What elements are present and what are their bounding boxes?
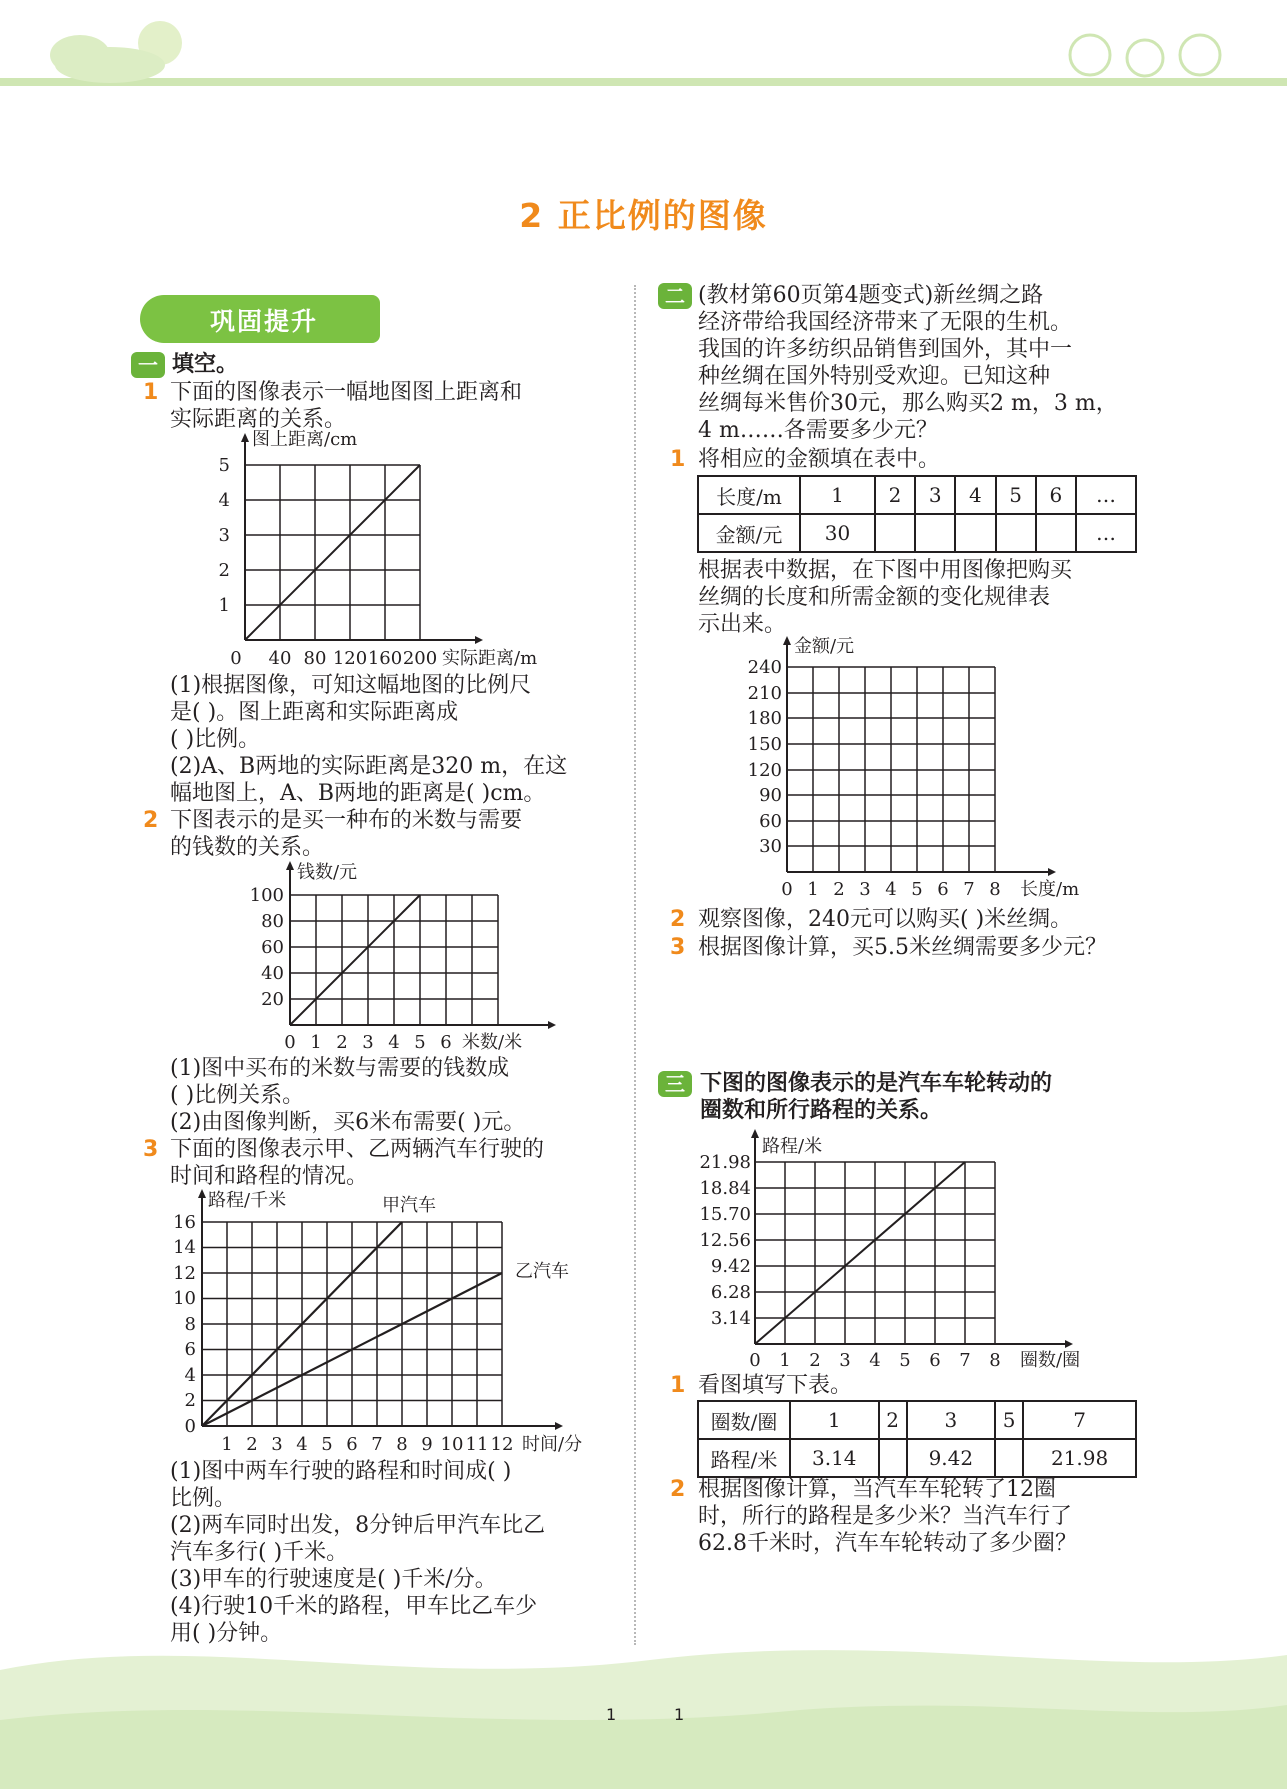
p2-ytick: 90 xyxy=(759,785,782,806)
q3-chart xyxy=(160,1188,620,1458)
table-cell: 圈数/圈 xyxy=(698,1401,790,1439)
q2-xlabel: 米数/米 xyxy=(462,1032,523,1053)
q2-xtick: 0 xyxy=(284,1032,296,1053)
q1-xlabel: 实际距离/m xyxy=(442,648,538,669)
part3-intro xyxy=(700,1070,1052,1124)
table-cell xyxy=(915,514,955,552)
q1-xtick: 120 xyxy=(332,648,368,669)
part3-line: 下图的图像表示的是汽车车轮转动的 xyxy=(700,1071,1053,1096)
q2-ylabel: 钱数/元 xyxy=(297,862,358,883)
q3-xtick: 4 xyxy=(296,1434,308,1455)
q1-x-arrow xyxy=(475,636,483,644)
p3-ytick: 18.84 xyxy=(699,1178,751,1199)
page-number-left: 1 xyxy=(606,1705,617,1724)
p2-xtick: 4 xyxy=(885,879,897,900)
q2-ytick: 80 xyxy=(261,911,284,932)
p2-ytick: 60 xyxy=(759,811,782,832)
part3-badge: 三 xyxy=(658,1071,692,1097)
p2-xtick: 1 xyxy=(807,879,819,900)
p2-x-arrow xyxy=(1048,868,1056,876)
p2-xtick: 0 xyxy=(781,879,793,900)
p2-q3-number: 3 xyxy=(670,935,686,960)
q1-text xyxy=(170,379,522,433)
q2-sub-line: (1)图中买布的米数与需要的钱数成 xyxy=(170,1056,510,1081)
p3-x-arrow xyxy=(1065,1340,1073,1348)
q3-xtick: 6 xyxy=(346,1434,358,1455)
p3-q2-line: 62.8千米时，汽车车轮转动了多少圈？ xyxy=(698,1531,1077,1556)
p3-xtick: 7 xyxy=(959,1350,971,1370)
table-cell xyxy=(1036,514,1076,552)
q1-xtick: 0 xyxy=(230,648,242,669)
p3-q1-text: 看图填写下表。 xyxy=(698,1373,853,1398)
p2-chart xyxy=(730,635,1110,905)
part2-badge: 二 xyxy=(658,283,692,309)
part1-heading: 填空。 xyxy=(172,352,239,377)
part2-line: (教材第60页第4题变式)新丝绸之路 xyxy=(698,283,1044,308)
q3-sub-line: (4)行驶10千米的路程，甲车比乙车少 xyxy=(170,1594,538,1619)
q3-number: 3 xyxy=(143,1137,159,1162)
p3-gridlines xyxy=(755,1162,995,1344)
p2-ytick: 150 xyxy=(747,734,782,755)
p3-xtick: 3 xyxy=(839,1350,851,1370)
q3-sub-line: (2)两车同时出发，8分钟后甲汽车比乙 xyxy=(170,1513,546,1538)
p2-q2-text: 观察图像，240元可以购买( )米丝绸。 xyxy=(698,907,1073,932)
p3-ytick: 21.98 xyxy=(699,1152,751,1173)
p2-after-line: 根据表中数据，在下图中用图像把购买 xyxy=(698,558,1073,583)
p3-ytick: 15.70 xyxy=(699,1204,751,1225)
p2-gridlines xyxy=(787,667,995,872)
table-cell: 1 xyxy=(800,476,875,514)
q1-line: 下面的图像表示一幅地图图上距离和 xyxy=(170,380,523,405)
q3-label-b: 乙汽车 xyxy=(515,1261,569,1282)
q1-y-arrow xyxy=(241,433,249,442)
q3-ytick: 12 xyxy=(173,1263,196,1284)
p2-xtick: 6 xyxy=(937,879,949,900)
table-cell: 2 xyxy=(875,476,915,514)
q2-xtick: 5 xyxy=(414,1032,426,1053)
table-cell xyxy=(875,514,915,552)
table-cell: 5 xyxy=(996,476,1036,514)
p3-y-arrow xyxy=(751,1129,759,1138)
p3-ytick: 9.42 xyxy=(710,1256,751,1277)
q1-sub-line: 是( )。图上距离和实际距离成 xyxy=(170,700,459,725)
p2-ytick: 180 xyxy=(747,708,782,729)
q2-y-arrow xyxy=(286,861,294,870)
part1-badge: 一 xyxy=(131,352,165,378)
q2-x-arrow xyxy=(548,1021,556,1029)
animal-decoration xyxy=(1060,20,1260,80)
p2-after-line: 丝绸的长度和所需金额的变化规律表 xyxy=(698,585,1051,610)
table-cell xyxy=(996,514,1036,552)
p2-xtick: 5 xyxy=(911,879,923,900)
table-cell: … xyxy=(1076,514,1136,552)
q2-ytick: 40 xyxy=(261,963,284,984)
q3-ytick: 14 xyxy=(173,1237,196,1258)
q2-ytick: 20 xyxy=(261,989,284,1010)
q1-ytick: 2 xyxy=(218,560,230,581)
p2-q2-number: 2 xyxy=(670,907,686,932)
table-cell: 金额/元 xyxy=(698,514,800,552)
p2-ytick: 30 xyxy=(759,836,782,857)
q3-sub-line: (3)甲车的行驶速度是( )千米/分。 xyxy=(170,1567,497,1592)
q3-sub-line: 汽车多行( )千米。 xyxy=(170,1540,349,1565)
p3-xtick: 1 xyxy=(779,1350,791,1370)
q3-ytick: 10 xyxy=(173,1288,196,1309)
q3-label-a: 甲汽车 xyxy=(382,1195,436,1216)
p2-ytick: 240 xyxy=(747,657,782,678)
p3-xtick: 5 xyxy=(899,1350,911,1370)
q2-xtick: 2 xyxy=(336,1032,348,1053)
q2-xtick: 4 xyxy=(388,1032,400,1053)
rotation-table xyxy=(697,1400,1137,1478)
q2-ytick: 60 xyxy=(261,937,284,958)
q1-chart xyxy=(200,430,590,670)
table-cell xyxy=(879,1439,907,1477)
q3-xtick: 9 xyxy=(421,1434,433,1455)
p3-chart xyxy=(685,1128,1105,1370)
q3-x-arrow xyxy=(555,1422,563,1430)
q2-series-line xyxy=(290,895,420,1025)
table-row xyxy=(698,1401,1136,1439)
q3-xlabel: 时间/分 xyxy=(522,1434,583,1455)
price-table xyxy=(697,475,1137,553)
table-row xyxy=(698,514,1136,552)
q3-xtick: 11 xyxy=(465,1434,489,1455)
p2-ytick: 120 xyxy=(747,760,782,781)
p2-xlabel: 长度/m xyxy=(1020,879,1080,900)
q1-ytick: 4 xyxy=(218,490,230,511)
p2-xtick: 2 xyxy=(833,879,845,900)
q3-ytick: 2 xyxy=(184,1390,196,1411)
q1-ytick: 1 xyxy=(218,595,230,616)
q3-sub-line: (1)图中两车行驶的路程和时间成( ) xyxy=(170,1459,512,1484)
q1-xtick: 200 xyxy=(402,648,438,669)
q1-line: 实际距离的关系。 xyxy=(170,407,347,432)
p2-xtick: 8 xyxy=(989,879,1001,900)
page-number-right: 1 xyxy=(674,1705,685,1724)
q3-xtick: 12 xyxy=(490,1434,514,1455)
p3-q2-number: 2 xyxy=(670,1477,686,1502)
q2-subquestions xyxy=(170,1055,525,1136)
p2-xtick: 7 xyxy=(963,879,975,900)
q3-line: 下面的图像表示甲、乙两辆汽车行驶的 xyxy=(170,1137,545,1162)
part2-line: 经济带给我国经济带来了无限的生机。 xyxy=(698,310,1073,335)
table-cell xyxy=(995,1439,1023,1477)
part3-line: 圈数和所行路程的关系。 xyxy=(700,1098,943,1123)
p3-xtick: 6 xyxy=(929,1350,941,1370)
p2-ylabel: 金额/元 xyxy=(794,636,855,657)
q1-subquestions xyxy=(170,672,567,807)
q3-ytick: 16 xyxy=(173,1212,196,1233)
sun-cloud-decoration xyxy=(20,5,210,85)
table-cell: 21.98 xyxy=(1023,1439,1136,1477)
table-cell: 4 xyxy=(955,476,995,514)
p3-q2-text xyxy=(698,1476,1077,1557)
table-cell: 3 xyxy=(915,476,955,514)
table-cell: 6 xyxy=(1036,476,1076,514)
q3-ytick: 0 xyxy=(184,1416,196,1437)
q3-xtick: 7 xyxy=(371,1434,383,1455)
part2-line: 我国的许多纺织品销售到国外，其中一 xyxy=(698,337,1073,362)
table-row xyxy=(698,476,1136,514)
q2-chart xyxy=(230,860,560,1055)
q3-sub-line: 用( )分钟。 xyxy=(170,1621,283,1646)
p3-ytick: 6.28 xyxy=(710,1282,751,1303)
part2-line: 种丝绸在国外特别受欢迎。已知这种 xyxy=(698,364,1051,389)
q3-xtick: 2 xyxy=(246,1434,258,1455)
q2-xtick: 3 xyxy=(362,1032,374,1053)
q2-number: 2 xyxy=(143,808,159,833)
q3-gridlines xyxy=(202,1222,502,1426)
q3-xtick: 8 xyxy=(396,1434,408,1455)
q3-xtick: 10 xyxy=(440,1434,464,1455)
q2-gridlines xyxy=(290,895,498,1025)
p3-q2-line: 根据图像计算，当汽车车轮转了12圈 xyxy=(698,1477,1056,1502)
p2-ytick: 210 xyxy=(747,683,782,704)
part2-line: 4 m……各需要多少元？ xyxy=(698,418,938,443)
q3-sub-line: 比例。 xyxy=(170,1486,237,1511)
p3-xtick: 2 xyxy=(809,1350,821,1370)
q3-xtick: 1 xyxy=(221,1434,233,1455)
q1-ytick: 3 xyxy=(218,525,230,546)
table-cell: 3.14 xyxy=(790,1439,879,1477)
q1-xtick: 160 xyxy=(367,648,403,669)
p2-q1-text: 将相应的金额填在表中。 xyxy=(698,447,941,472)
p3-series-line xyxy=(755,1162,965,1344)
q1-sub-line: 幅地图上，A、B两地的距离是( )cm。 xyxy=(170,781,546,806)
p3-xtick: 0 xyxy=(749,1350,761,1370)
p3-ytick: 12.56 xyxy=(699,1230,751,1251)
q2-line: 下图表示的是买一种布的米数与需要 xyxy=(170,808,523,833)
q1-sub-line: ( )比例。 xyxy=(170,727,261,752)
table-cell: 1 xyxy=(790,1401,879,1439)
p2-after-line: 示出来。 xyxy=(698,612,787,637)
q3-ytick: 8 xyxy=(184,1314,196,1335)
q3-ylabel: 路程/千米 xyxy=(208,1190,287,1211)
p2-xtick: 3 xyxy=(859,879,871,900)
section-banner-label: 巩固提升 xyxy=(210,307,319,336)
q2-xtick: 6 xyxy=(440,1032,452,1053)
q1-number: 1 xyxy=(143,380,159,405)
table-cell: 路程/米 xyxy=(698,1439,790,1477)
q1-xtick: 40 xyxy=(268,648,292,669)
q3-y-arrow xyxy=(198,1189,206,1198)
q2-sub-line: (2)由图像判断，买6米布需要( )元。 xyxy=(170,1110,526,1135)
q3-ytick: 6 xyxy=(184,1339,196,1360)
p2-q1-after xyxy=(698,557,1072,638)
table-row xyxy=(698,1439,1136,1477)
q3-xtick: 3 xyxy=(271,1434,283,1455)
q1-series-line xyxy=(245,465,420,640)
part2-line: 丝绸每米售价30元，那么购买2 m，3 m， xyxy=(698,391,1118,416)
q1-ylabel: 图上距离/cm xyxy=(252,430,358,450)
table-cell: 3 xyxy=(907,1401,996,1439)
table-cell: 30 xyxy=(800,514,875,552)
table-cell: 9.42 xyxy=(907,1439,996,1477)
q3-xtick: 5 xyxy=(321,1434,333,1455)
q2-xtick: 1 xyxy=(310,1032,322,1053)
table-cell xyxy=(955,514,995,552)
q2-text xyxy=(170,807,522,861)
part2-intro xyxy=(698,282,1118,444)
q1-xtick: 80 xyxy=(303,648,327,669)
table-cell: 5 xyxy=(995,1401,1023,1439)
p2-q1-number: 1 xyxy=(670,447,686,472)
q2-ytick: 100 xyxy=(249,885,284,906)
p2-y-arrow xyxy=(783,636,791,645)
table-cell: 长度/m xyxy=(698,476,800,514)
table-cell: … xyxy=(1076,476,1136,514)
p3-xtick: 8 xyxy=(989,1350,1001,1370)
q1-sub-line: (1)根据图像，可知这幅地图的比例尺 xyxy=(170,673,532,698)
p3-ytick: 3.14 xyxy=(710,1308,751,1329)
q1-sub-line: (2)A、B两地的实际距离是320 m，在这 xyxy=(170,754,568,779)
q3-line: 时间和路程的情况。 xyxy=(170,1164,369,1189)
p2-q3-text: 根据图像计算，买5.5米丝绸需要多少元？ xyxy=(698,935,1107,960)
table-cell: 7 xyxy=(1023,1401,1136,1439)
table-cell: 2 xyxy=(879,1401,907,1439)
footer-hills xyxy=(0,1600,1287,1789)
column-divider xyxy=(634,285,636,1645)
p3-xtick: 4 xyxy=(869,1350,881,1370)
page-title: 2 正比例的图像 xyxy=(519,196,768,235)
p3-q1-number: 1 xyxy=(670,1373,686,1398)
q2-sub-line: ( )比例关系。 xyxy=(170,1083,305,1108)
q3-ytick: 4 xyxy=(184,1365,196,1386)
p3-ylabel: 路程/米 xyxy=(762,1136,823,1157)
q3-text xyxy=(170,1136,544,1190)
p3-q2-line: 时，所行的路程是多少米？当汽车行了 xyxy=(698,1504,1073,1529)
q1-ytick: 5 xyxy=(218,455,230,476)
q2-line: 的钱数的关系。 xyxy=(170,835,325,860)
p3-xlabel: 圈数/圈 xyxy=(1020,1350,1081,1370)
